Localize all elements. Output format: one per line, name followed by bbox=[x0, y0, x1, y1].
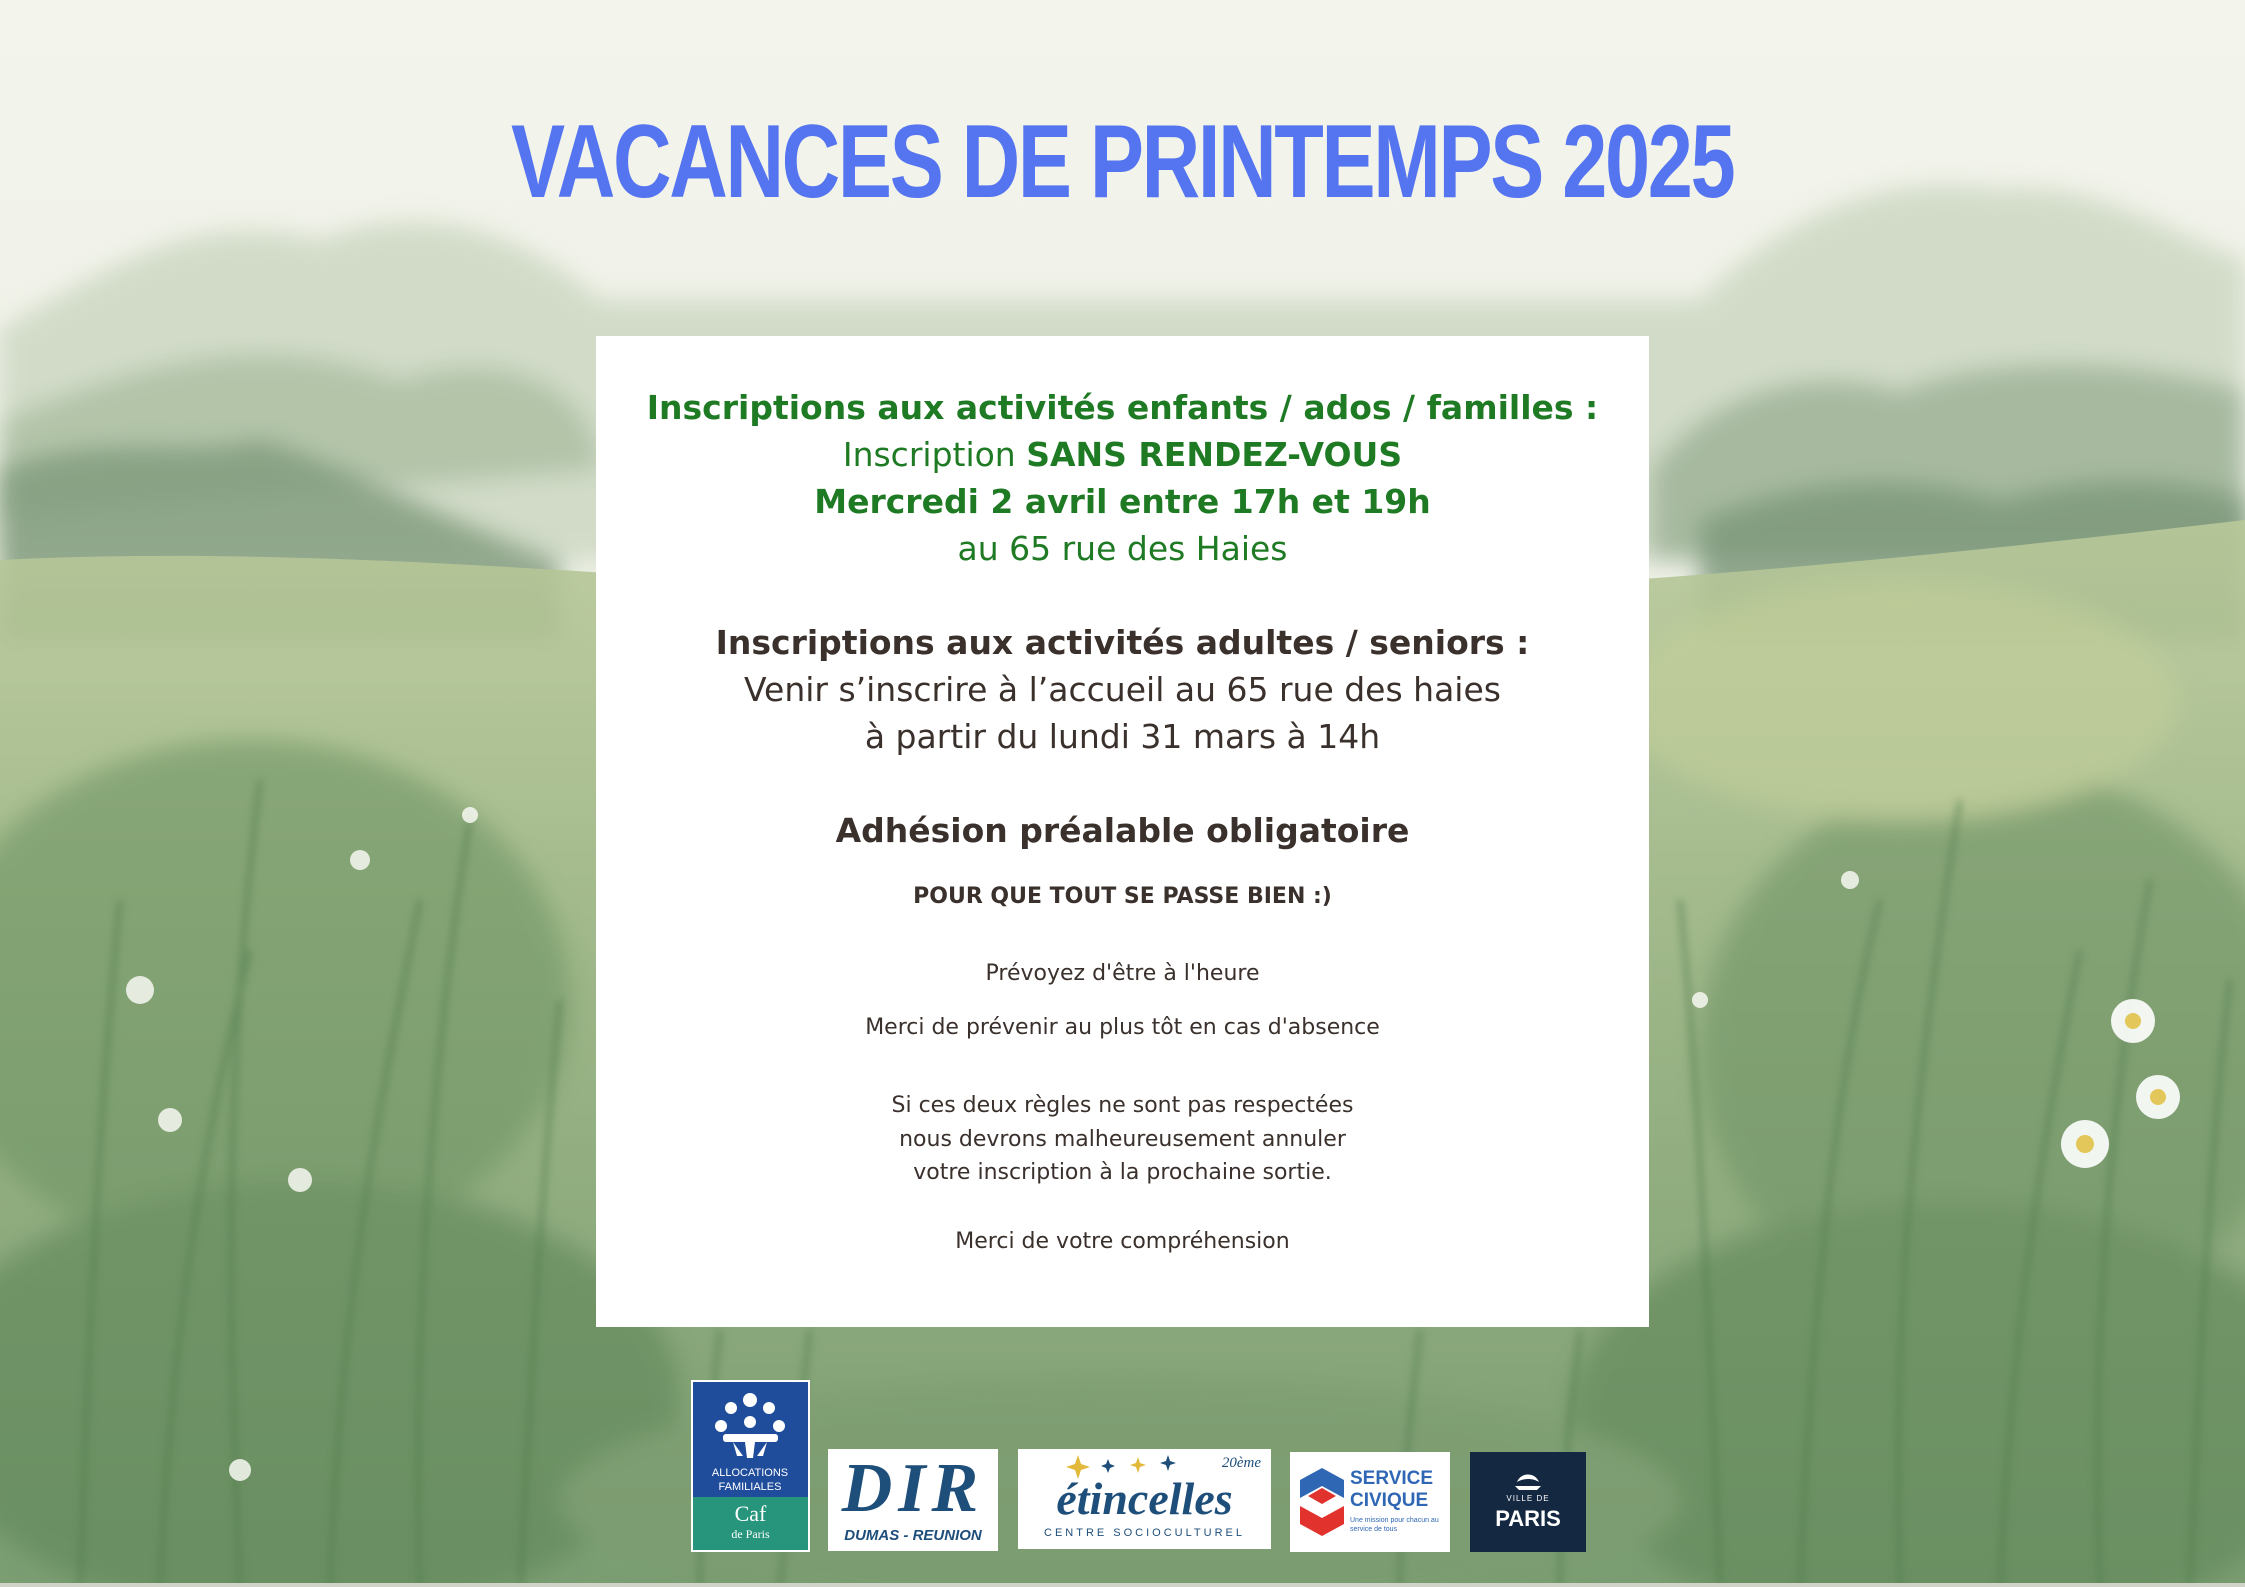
etincelles-logo bbox=[1018, 1449, 1271, 1549]
adults-line-1: Venir s’inscrire à l’accueil au 65 rue des haies bbox=[744, 670, 1501, 709]
paris-ship-icon bbox=[1513, 1468, 1543, 1492]
service-civique-emblem-icon bbox=[1300, 1468, 1344, 1536]
etincelles-edition: 20ème bbox=[1221, 1455, 1261, 1471]
service-civique-line-2: CIVIQUE bbox=[1350, 1490, 1429, 1511]
info-card bbox=[596, 336, 1649, 1327]
caf-name: Caf bbox=[734, 1501, 767, 1526]
warning-line-1: Si ces deux règles ne sont pas respectées bbox=[891, 1093, 1354, 1118]
service-civique-logo bbox=[1290, 1452, 1450, 1552]
kids-line-1-bold: SANS RENDEZ-VOUS bbox=[1026, 435, 1403, 474]
rules-heading: POUR QUE TOUT SE PASSE BIEN :) bbox=[913, 884, 1332, 909]
paris-name: PARIS bbox=[1495, 1506, 1561, 1531]
page-title: VACANCES DE PRINTEMPS 2025 bbox=[510, 104, 1734, 220]
kids-line-1 bbox=[596, 435, 1649, 474]
adults-line-2: à partir du lundi 31 mars à 14h bbox=[864, 717, 1381, 756]
caf-logo-top bbox=[693, 1382, 808, 1497]
kids-heading: Inscriptions aux activités enfants / ados / familles : bbox=[646, 388, 1599, 427]
caf-family-icon bbox=[693, 1382, 808, 1497]
adults-heading: Inscriptions aux activités adultes / seniors : bbox=[715, 623, 1530, 662]
rule-2: Merci de prévenir au plus tôt en cas d'absence bbox=[865, 1015, 1380, 1040]
caf-logo-bottom bbox=[693, 1497, 808, 1550]
paris-pre: VILLE DE bbox=[1506, 1494, 1550, 1503]
dir-sub: DUMAS - REUNION bbox=[844, 1527, 982, 1544]
dir-name: DIR bbox=[841, 1450, 985, 1527]
warning-line-2: nous devrons malheureusement annuler bbox=[899, 1127, 1346, 1152]
caf-line-1: ALLOCATIONS bbox=[711, 1467, 789, 1479]
etincelles-sub: CENTRE SOCIOCULTUREL bbox=[1044, 1527, 1245, 1539]
caf-sub: de Paris bbox=[731, 1527, 770, 1541]
dir-dumas-reunion-logo bbox=[828, 1449, 998, 1551]
rule-1: Prévoyez d'être à l'heure bbox=[985, 961, 1260, 986]
membership-notice: Adhésion préalable obligatoire bbox=[835, 811, 1410, 850]
kids-line-1-prefix: Inscription bbox=[842, 435, 1027, 474]
etincelles-name: étincelles bbox=[1056, 1473, 1233, 1524]
kids-line-2: Mercredi 2 avril entre 17h et 19h bbox=[814, 482, 1431, 521]
service-civique-tagline: Une mission pour chacun au service de tous bbox=[1350, 1517, 1439, 1533]
ville-de-paris-logo bbox=[1470, 1452, 1586, 1552]
caf-line-2: FAMILIALES bbox=[718, 1481, 782, 1493]
kids-line-3: au 65 rue des Haies bbox=[957, 529, 1288, 568]
thanks-line: Merci de votre compréhension bbox=[955, 1229, 1290, 1254]
caf-paris-logo bbox=[691, 1380, 810, 1552]
service-civique-line-1: SERVICE bbox=[1350, 1468, 1434, 1489]
warning-line-3: votre inscription à la prochaine sortie. bbox=[913, 1160, 1332, 1185]
